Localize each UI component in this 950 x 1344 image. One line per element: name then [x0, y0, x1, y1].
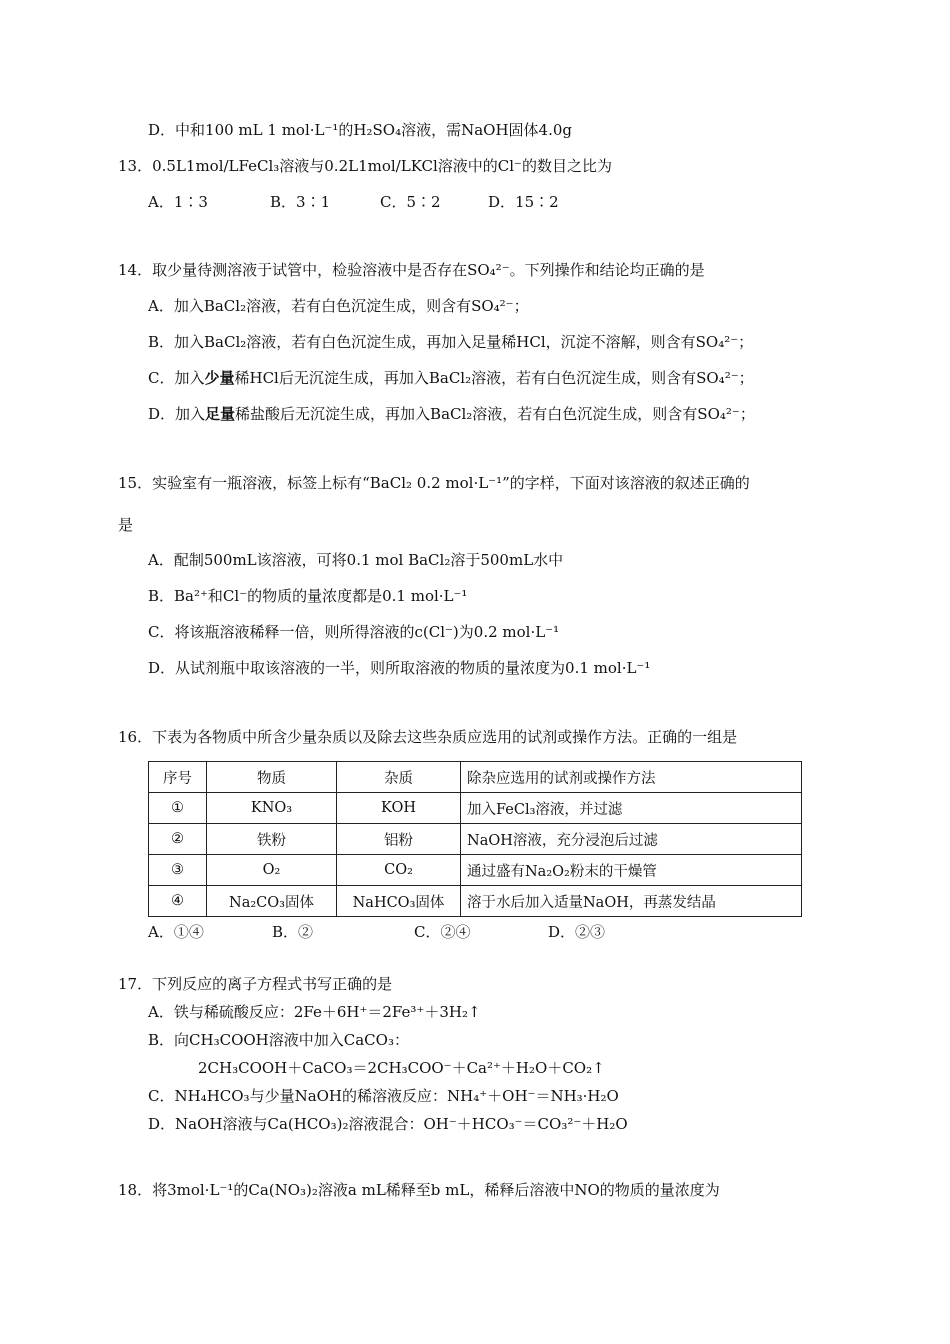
header-impurity: 杂质 [337, 762, 461, 793]
q17-stem: 17．下列反应的离子方程式书写正确的是 [118, 975, 393, 993]
table-cell: Na₂CO₃固体 [207, 886, 337, 917]
q16-option-c: C．②④ [414, 923, 471, 941]
q17-option-b-equation: 2CH₃COOH＋CaCO₃＝2CH₃COO⁻＋Ca²⁺＋H₂O＋CO₂↑ [198, 1059, 605, 1077]
header-method: 除杂应选用的试剂或操作方法 [461, 762, 802, 793]
table-cell: KOH [337, 793, 461, 824]
q17-option-d: D．NaOH溶液与Ca(HCO₃)₂溶液混合：OH⁻＋HCO₃⁻＝CO₃²⁻＋H₂O [148, 1115, 628, 1133]
table-cell: NaHCO₃固体 [337, 886, 461, 917]
table-row [149, 886, 802, 917]
q16-table [148, 761, 802, 917]
q15-stem-cont: 是 [118, 516, 134, 534]
table-cell: NaOH溶液，充分浸泡后过滤 [461, 824, 802, 855]
table-cell: KNO₃ [207, 793, 337, 824]
table-cell: O₂ [207, 855, 337, 886]
table-cell: ④ [149, 886, 207, 917]
q17-option-b: B．向CH₃COOH溶液中加入CaCO₃： [148, 1031, 409, 1049]
q13-options [148, 192, 559, 212]
table-cell: 铝粉 [337, 824, 461, 855]
q17-option-a: A．铁与稀硫酸反应：2Fe＋6H⁺＝2Fe³⁺＋3H₂↑ [148, 1003, 481, 1021]
table-cell: 通过盛有Na₂O₂粉末的干燥管 [461, 855, 802, 886]
q15-option-a: A．配制500mL该溶液，可将0.1 mol BaCl₂溶于500mL水中 [148, 551, 564, 569]
table-row [149, 793, 802, 824]
q14-stem: 14．取少量待测溶液于试管中，检验溶液中是否存在SO₄²⁻。下列操作和结论均正确的是 [118, 261, 705, 279]
q16-option-b: B．② [272, 923, 314, 941]
q15-option-d: D．从试剂瓶中取该溶液的一半，则所取溶液的物质的量浓度为0.1 mol·L⁻¹ [148, 659, 651, 677]
q13-option-c: C．5∶2 [380, 193, 441, 211]
table-row [149, 855, 802, 886]
q14-option-d: D．加入足量稀盐酸后无沉淀生成，再加入BaCl₂溶液，若有白色沉淀生成，则含有SO₄²⁻； [148, 405, 755, 423]
q16-option-a: A．①④ [148, 923, 204, 941]
table-cell: ③ [149, 855, 207, 886]
header-index: 序号 [149, 762, 207, 793]
q13-option-b: B．3∶1 [270, 193, 331, 211]
table-cell: ② [149, 824, 207, 855]
table-cell: CO₂ [337, 855, 461, 886]
q14-option-b: B．加入BaCl₂溶液，若有白色沉淀生成，再加入足量稀HCl，沉淀不溶解，则含有SO₄²⁻； [148, 333, 754, 351]
q16-stem: 16．下表为各物质中所含少量杂质以及除去这些杂质应选用的试剂或操作方法。正确的一组是 [118, 728, 738, 746]
q14-option-c: C．加入少量稀HCl后无沉淀生成，再加入BaCl₂溶液，若有白色沉淀生成，则含有SO₄²⁻； [148, 369, 754, 387]
table-cell: 溶于水后加入适量NaOH，再蒸发结晶 [461, 886, 802, 917]
q16-option-d: D．②③ [548, 923, 606, 941]
q12-option-d: D．中和100 mL 1 mol·L⁻¹的H₂SO₄溶液，需NaOH固体4.0g [148, 121, 572, 139]
table-cell: 加入FeCl₃溶液，并过滤 [461, 793, 802, 824]
q14-option-d-emphasis: 足量 [205, 405, 236, 423]
q13-option-d: D．15∶2 [488, 193, 559, 211]
table-cell: 铁粉 [207, 824, 337, 855]
q17-option-c: C．NH₄HCO₃与少量NaOH的稀溶液反应：NH₄⁺＋OH⁻＝NH₃·H₂O [148, 1087, 619, 1105]
q15-stem: 15．实验室有一瓶溶液，标签上标有“BaCl₂ 0.2 mol·L⁻¹”的字样，下面对该溶液的叙述正确的 [118, 474, 750, 492]
table-row [149, 824, 802, 855]
header-substance: 物质 [207, 762, 337, 793]
table-cell: ① [149, 793, 207, 824]
table-header-row [149, 762, 802, 793]
q15-option-b: B．Ba²⁺和Cl⁻的物质的量浓度都是0.1 mol·L⁻¹ [148, 587, 468, 605]
q18-stem: 18．将3mol·L⁻¹的Ca(NO₃)₂溶液a mL稀释至b mL，稀释后溶液中NO的物质的量浓度为 [118, 1181, 720, 1199]
q14-option-c-emphasis: 少量 [204, 369, 235, 387]
q13-stem: 13．0.5L1mol/LFeCl₃溶液与0.2L1mol/LKCl溶液中的Cl⁻的数目之比为 [118, 157, 612, 175]
q14-option-a: A．加入BaCl₂溶液，若有白色沉淀生成，则含有SO₄²⁻； [148, 297, 529, 315]
q16-options [148, 922, 605, 942]
q13-option-a: A．1∶3 [148, 193, 208, 211]
q15-option-c: C．将该瓶溶液稀释一倍，则所得溶液的c(Cl⁻)为0.2 mol·L⁻¹ [148, 623, 560, 641]
